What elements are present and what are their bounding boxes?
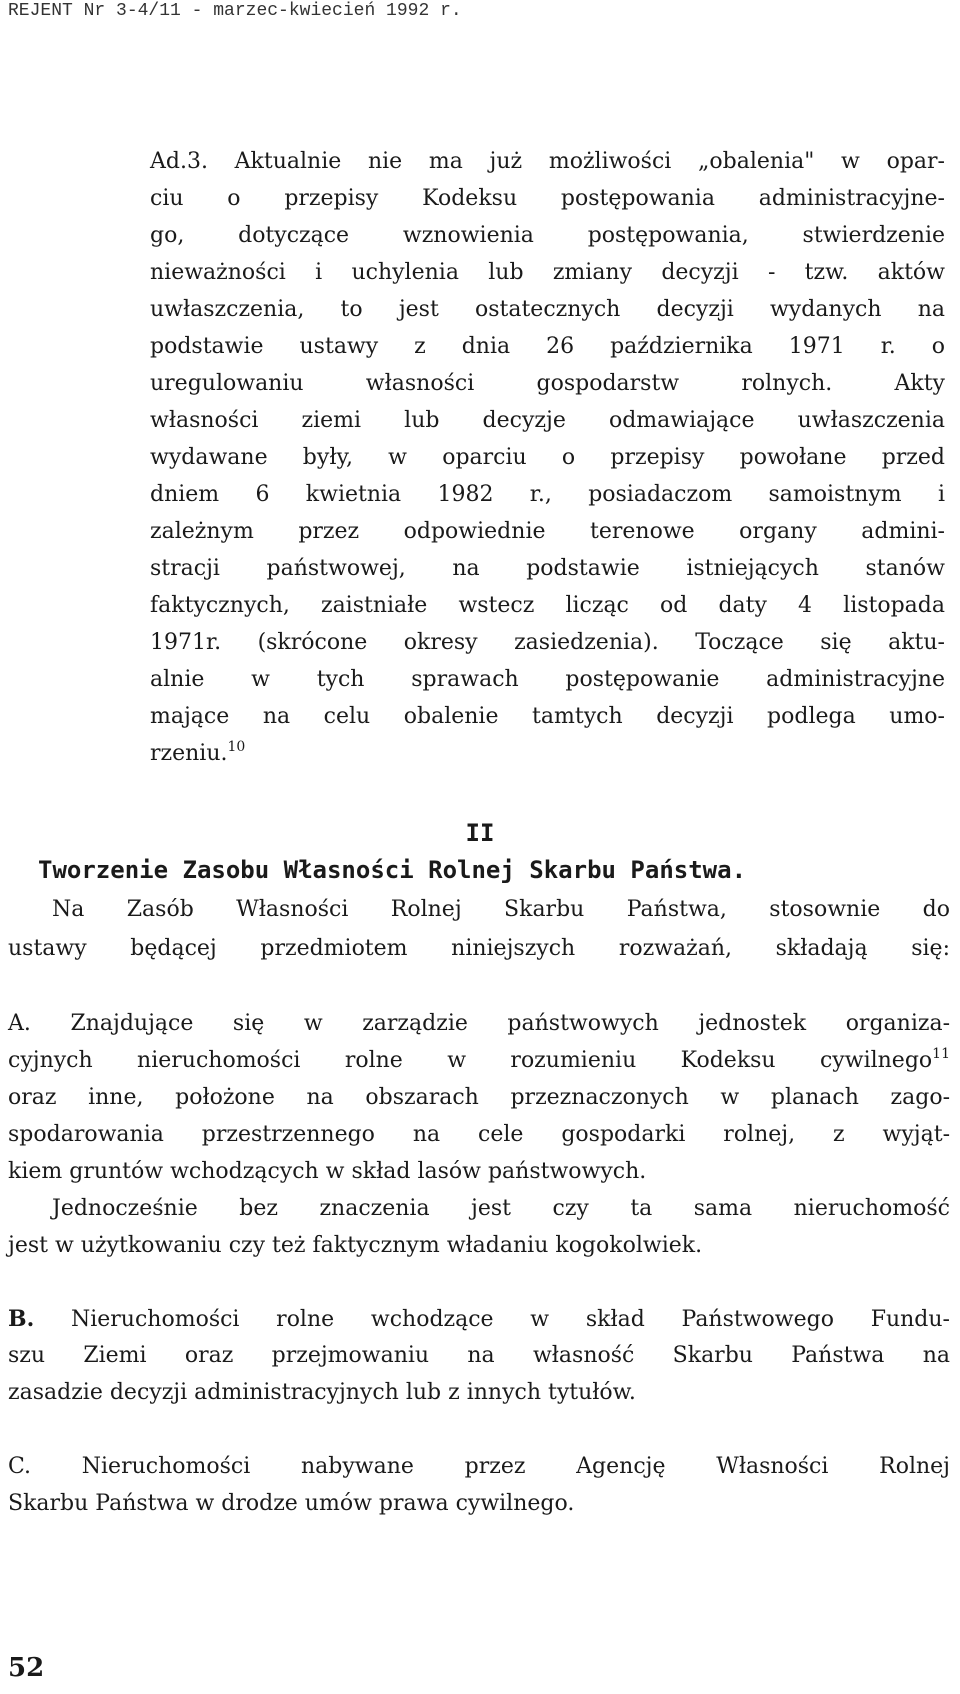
page-number: 52: [8, 1653, 45, 1683]
ad3-line: dniem 6 kwietnia 1982 r., posiadaczom samoistnym i: [150, 482, 945, 507]
ad3-line: faktycznych, zaistniałe wstecz licząc od daty 4 listopada: [150, 593, 945, 618]
item-c-line: C. Nieruchomości nabywane przez Agencję Własności Rolnej: [8, 1454, 950, 1479]
ad3-line: stracji państwowej, na podstawie istniejących stanów: [150, 556, 945, 581]
section-intro-line: ustawy będącej przedmiotem niniejszych rozważań, składają się:: [8, 936, 950, 961]
item-b-line: [8, 1305, 950, 1337]
ad3-line: podstawie ustawy z dnia 26 października 1971 r. o: [150, 334, 945, 359]
ad3-line: go, dotyczące wznowienia postępowania, stwierdzenie: [150, 223, 945, 248]
item-a-line: oraz inne, położone na obszarach przeznaczonych w planach zago-: [8, 1085, 950, 1110]
ad3-last-text: rzeniu.: [150, 741, 228, 766]
section-intro-line: Na Zasób Własności Rolnej Skarbu Państwa, stosownie do: [52, 897, 950, 922]
ad3-last-line: [150, 740, 945, 772]
ad3-line: nieważności i uchylenia lub zmiany decyzji - tzw. aktów: [150, 260, 945, 285]
ad3-line: mające na celu obalenie tamtych decyzji podlega umo-: [150, 704, 945, 729]
item-b-line: szu Ziemi oraz przejmowaniu na własność Skarbu Państwa na: [8, 1343, 950, 1368]
item-b-marker: B.: [8, 1306, 35, 1332]
item-b-line: zasadzie decyzji administracyjnych lub z innych tytułów.: [8, 1380, 636, 1405]
section-number: II: [465, 819, 495, 847]
item-a-line2-text: cyjnych nieruchomości rolne w rozumieniu Kodeksu cywilnego: [8, 1048, 933, 1073]
ad3-line: ciu o przepisy Kodeksu postępowania administracyjne-: [150, 186, 945, 211]
ad3-line: uregulowaniu własności gospodarstw rolnych. Akty: [150, 371, 945, 396]
item-a-p2-line: Jednocześnie bez znaczenia jest czy ta sama nieruchomość: [52, 1196, 950, 1221]
item-a-line: [8, 1047, 950, 1079]
item-c-line: Skarbu Państwa w drodze umów prawa cywilnego.: [8, 1491, 575, 1516]
ad3-line: alnie w tych sprawach postępowanie administracyjne: [150, 667, 945, 692]
footnote-ref-11: 11: [932, 1046, 950, 1062]
ad3-line: 1971r. (skrócone okresy zasiedzenia). Toczące się aktu-: [150, 630, 945, 655]
item-b-line1-text: Nieruchomości rolne wchodzące w skład Państwowego Fundu-: [34, 1307, 950, 1332]
ad3-line: Ad.3. Aktualnie nie ma już możliwości „obalenia" w opar-: [150, 149, 945, 174]
item-a-line: A. Znajdujące się w zarządzie państwowych jednostek organiza-: [8, 1011, 950, 1036]
item-a-line: spodarowania przestrzennego na cele gospodarki rolnej, z wyjąt-: [8, 1122, 950, 1147]
running-header: REJENT Nr 3-4/11 - marzec-kwiecień 1992 r.: [8, 1, 462, 21]
ad3-line: uwłaszczenia, to jest ostatecznych decyzji wydanych na: [150, 297, 945, 322]
item-a-p2-line: jest w użytkowaniu czy też faktycznym władaniu kogokolwiek.: [8, 1233, 703, 1258]
footnote-ref-10: 10: [227, 739, 246, 755]
ad3-line: zależnym przez odpowiednie terenowe organy admini-: [150, 519, 945, 544]
ad3-line: wydawane były, w oparciu o przepisy powołane przed: [150, 445, 945, 470]
item-a-line: kiem gruntów wchodzących w skład lasów państwowych.: [8, 1159, 647, 1184]
section-title: Tworzenie Zasobu Własności Rolnej Skarbu Państwa.: [38, 856, 747, 884]
ad3-line: własności ziemi lub decyzje odmawiające uwłaszczenia: [150, 408, 945, 433]
